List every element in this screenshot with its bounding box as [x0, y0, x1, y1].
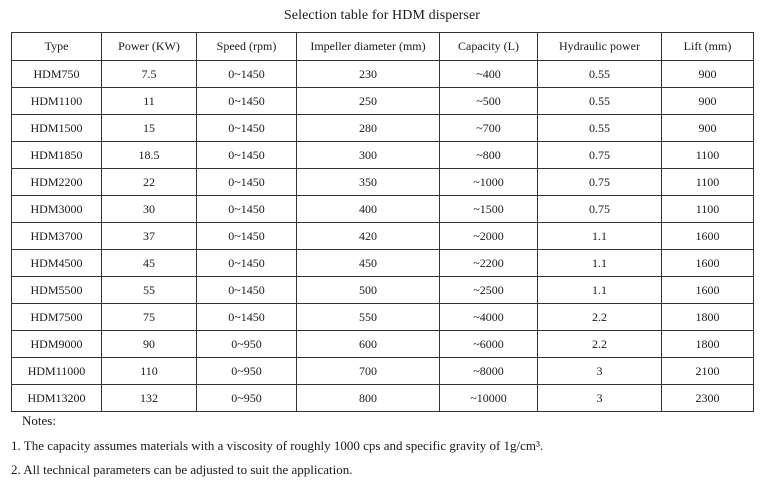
cell-type: HDM13200	[12, 385, 102, 412]
table-row	[12, 277, 754, 304]
cell-power: 22	[102, 169, 197, 196]
cell-impeller-diameter: 300	[297, 142, 440, 169]
cell-hydraulic-power: 0.55	[538, 61, 662, 88]
cell-capacity: ~1000	[440, 169, 538, 196]
cell-speed: 0~1450	[197, 250, 297, 277]
cell-power: 15	[102, 115, 197, 142]
cell-capacity: ~500	[440, 88, 538, 115]
table-row	[12, 304, 754, 331]
cell-type: HDM7500	[12, 304, 102, 331]
cell-type: HDM3000	[12, 196, 102, 223]
cell-lift: 900	[662, 61, 754, 88]
cell-speed: 0~1450	[197, 304, 297, 331]
cell-hydraulic-power: 1.1	[538, 250, 662, 277]
cell-capacity: ~800	[440, 142, 538, 169]
table-header	[12, 33, 754, 61]
cell-speed: 0~1450	[197, 61, 297, 88]
cell-type: HDM9000	[12, 331, 102, 358]
notes-heading: Notes:	[22, 413, 56, 428]
cell-power: 30	[102, 196, 197, 223]
cell-lift: 1800	[662, 331, 754, 358]
cell-lift: 1800	[662, 304, 754, 331]
cell-impeller-diameter: 280	[297, 115, 440, 142]
cell-impeller-diameter: 420	[297, 223, 440, 250]
cell-hydraulic-power: 3	[538, 358, 662, 385]
table-row	[12, 223, 754, 250]
cell-type: HDM750	[12, 61, 102, 88]
note-parameters: 2. All technical parameters can be adjusted to suit the application.	[11, 462, 353, 477]
cell-lift: 1100	[662, 196, 754, 223]
table-row	[12, 196, 754, 223]
cell-hydraulic-power: 2.2	[538, 304, 662, 331]
cell-capacity: ~10000	[440, 385, 538, 412]
cell-type: HDM11000	[12, 358, 102, 385]
cell-impeller-diameter: 250	[297, 88, 440, 115]
cell-lift: 1100	[662, 169, 754, 196]
cell-type: HDM3700	[12, 223, 102, 250]
table-title: Selection table for HDM disperser	[283, 8, 481, 23]
table-row	[12, 331, 754, 358]
cell-power: 7.5	[102, 61, 197, 88]
table-body	[12, 61, 754, 412]
cell-power: 90	[102, 331, 197, 358]
cell-speed: 0~1450	[197, 169, 297, 196]
column-header-lift: Lift (mm)	[662, 33, 754, 61]
cell-capacity: ~2200	[440, 250, 538, 277]
cell-impeller-diameter: 600	[297, 331, 440, 358]
cell-speed: 0~1450	[197, 88, 297, 115]
cell-lift: 1100	[662, 142, 754, 169]
cell-hydraulic-power: 1.1	[538, 223, 662, 250]
cell-speed: 0~950	[197, 385, 297, 412]
column-header-power: Power (KW)	[102, 33, 197, 61]
cell-impeller-diameter: 400	[297, 196, 440, 223]
cell-power: 110	[102, 358, 197, 385]
cell-lift: 1600	[662, 277, 754, 304]
cell-impeller-diameter: 700	[297, 358, 440, 385]
cell-type: HDM4500	[12, 250, 102, 277]
cell-type: HDM1850	[12, 142, 102, 169]
selection-table	[11, 32, 754, 412]
cell-power: 37	[102, 223, 197, 250]
column-header-type: Type	[12, 33, 102, 61]
cell-type: HDM1100	[12, 88, 102, 115]
cell-impeller-diameter: 450	[297, 250, 440, 277]
cell-speed: 0~1450	[197, 223, 297, 250]
table-row	[12, 61, 754, 88]
cell-impeller-diameter: 550	[297, 304, 440, 331]
table-row	[12, 142, 754, 169]
cell-impeller-diameter: 350	[297, 169, 440, 196]
note-capacity: 1. The capacity assumes materials with a viscosity of roughly 1000 cps and specific gravity of 1g/cm³.	[11, 438, 544, 453]
cell-lift: 900	[662, 88, 754, 115]
cell-capacity: ~700	[440, 115, 538, 142]
cell-capacity: ~8000	[440, 358, 538, 385]
cell-impeller-diameter: 500	[297, 277, 440, 304]
cell-capacity: ~400	[440, 61, 538, 88]
cell-capacity: ~6000	[440, 331, 538, 358]
column-header-impeller-diameter: Impeller diameter (mm)	[297, 33, 440, 61]
table-row	[12, 385, 754, 412]
cell-type: HDM1500	[12, 115, 102, 142]
cell-capacity: ~2000	[440, 223, 538, 250]
cell-power: 18.5	[102, 142, 197, 169]
cell-speed: 0~1450	[197, 142, 297, 169]
cell-hydraulic-power: 3	[538, 385, 662, 412]
cell-lift: 900	[662, 115, 754, 142]
cell-power: 75	[102, 304, 197, 331]
cell-speed: 0~950	[197, 331, 297, 358]
cell-lift: 2300	[662, 385, 754, 412]
cell-lift: 1600	[662, 223, 754, 250]
cell-power: 132	[102, 385, 197, 412]
cell-hydraulic-power: 0.75	[538, 169, 662, 196]
cell-speed: 0~950	[197, 358, 297, 385]
cell-capacity: ~4000	[440, 304, 538, 331]
cell-power: 11	[102, 88, 197, 115]
cell-power: 45	[102, 250, 197, 277]
table-row	[12, 88, 754, 115]
table-row	[12, 115, 754, 142]
cell-hydraulic-power: 0.75	[538, 142, 662, 169]
column-header-hydraulic-power: Hydraulic power	[538, 33, 662, 61]
cell-type: HDM2200	[12, 169, 102, 196]
header-row	[12, 33, 754, 61]
cell-capacity: ~2500	[440, 277, 538, 304]
table-row	[12, 358, 754, 385]
cell-speed: 0~1450	[197, 277, 297, 304]
cell-hydraulic-power: 0.55	[538, 115, 662, 142]
cell-hydraulic-power: 1.1	[538, 277, 662, 304]
table-row	[12, 169, 754, 196]
cell-hydraulic-power: 2.2	[538, 331, 662, 358]
cell-impeller-diameter: 230	[297, 61, 440, 88]
cell-speed: 0~1450	[197, 196, 297, 223]
cell-speed: 0~1450	[197, 115, 297, 142]
cell-lift: 2100	[662, 358, 754, 385]
cell-capacity: ~1500	[440, 196, 538, 223]
cell-hydraulic-power: 0.55	[538, 88, 662, 115]
cell-hydraulic-power: 0.75	[538, 196, 662, 223]
table-row	[12, 250, 754, 277]
cell-type: HDM5500	[12, 277, 102, 304]
column-header-capacity: Capacity (L)	[440, 33, 538, 61]
column-header-speed: Speed (rpm)	[197, 33, 297, 61]
cell-impeller-diameter: 800	[297, 385, 440, 412]
cell-power: 55	[102, 277, 197, 304]
cell-lift: 1600	[662, 250, 754, 277]
